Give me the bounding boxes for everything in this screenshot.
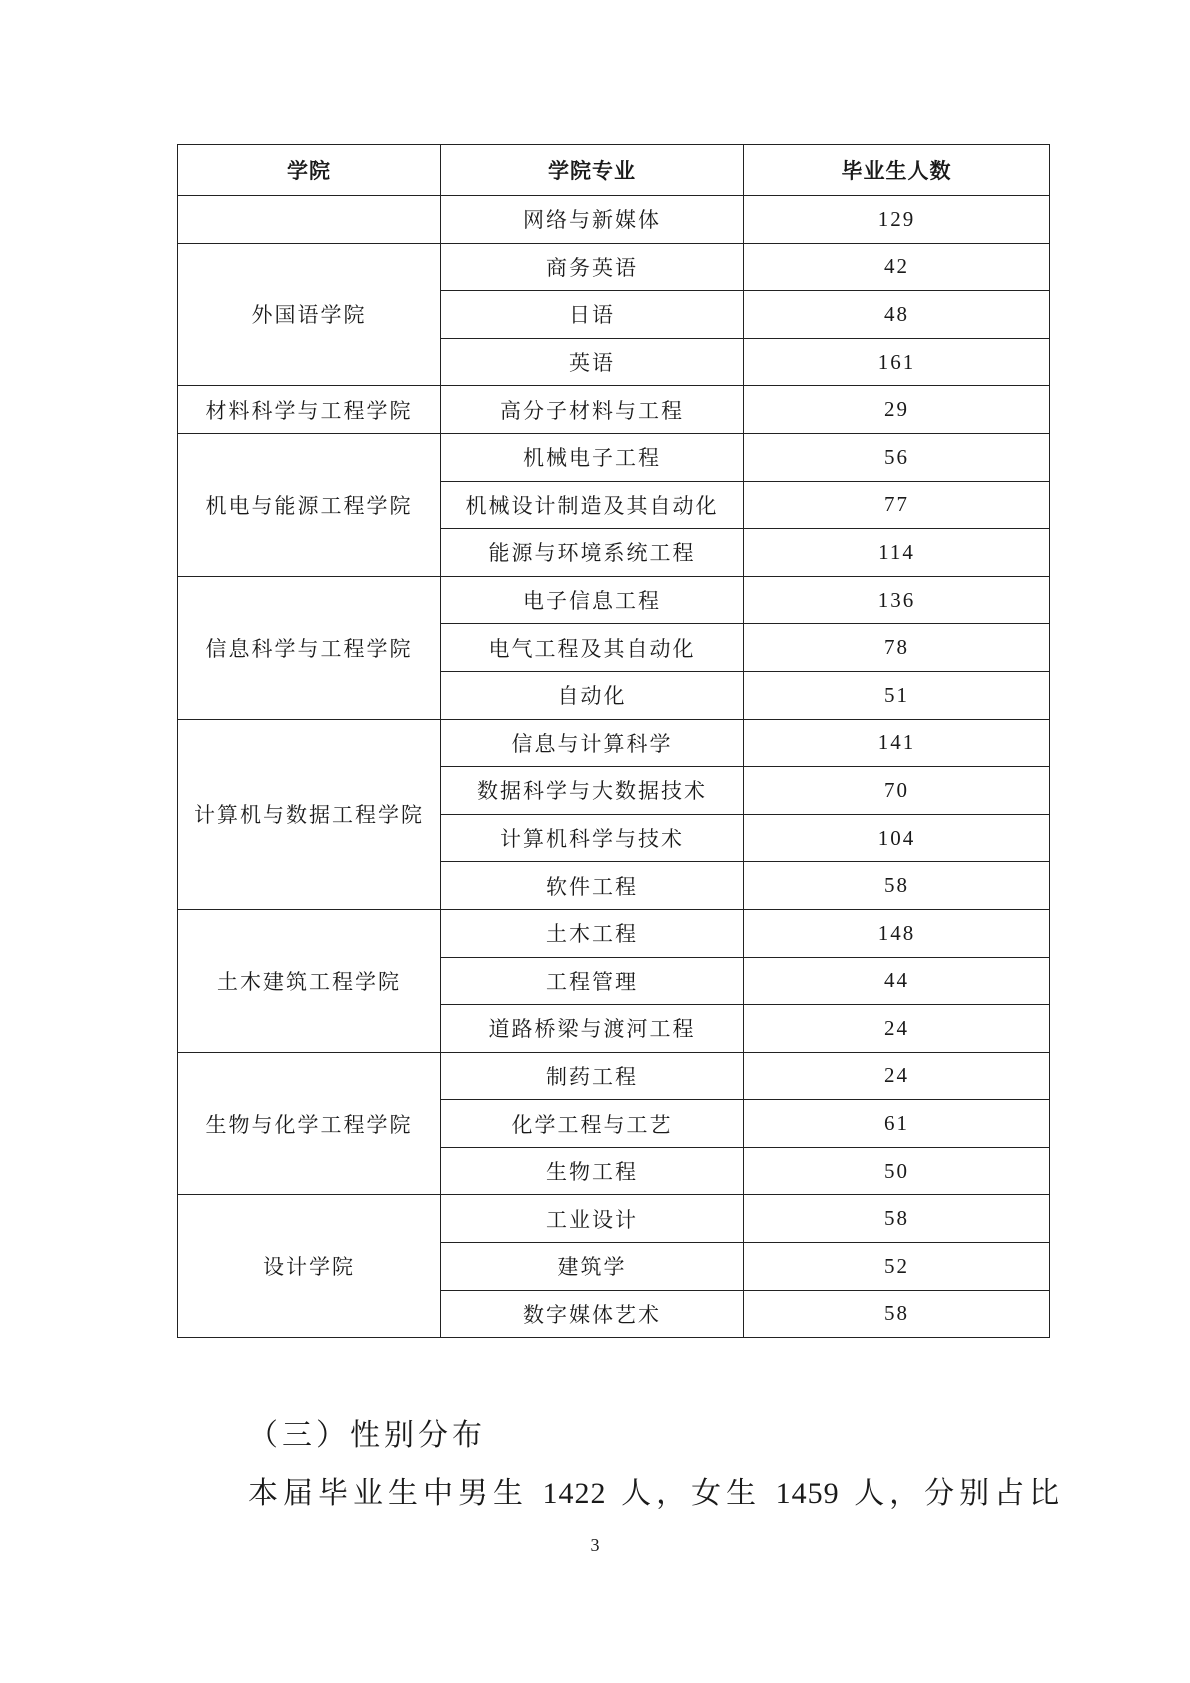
graduates-table	[177, 144, 1050, 1338]
count-cell: 58	[744, 1290, 1050, 1338]
table-row	[178, 719, 1050, 767]
college-cell: 材料科学与工程学院	[178, 386, 441, 434]
major-cell: 生物工程	[441, 1147, 744, 1195]
header-count: 毕业生人数	[744, 145, 1050, 196]
count-cell: 24	[744, 1005, 1050, 1053]
count-cell: 129	[744, 196, 1050, 244]
major-cell: 网络与新媒体	[441, 196, 744, 244]
college-cell: 机电与能源工程学院	[178, 433, 441, 576]
major-cell: 日语	[441, 291, 744, 339]
major-cell: 信息与计算科学	[441, 719, 744, 767]
table-row	[178, 909, 1050, 957]
page-number: 3	[590, 1535, 600, 1555]
college-cell: 计算机与数据工程学院	[178, 719, 441, 909]
major-cell: 软件工程	[441, 862, 744, 910]
major-cell: 机械设计制造及其自动化	[441, 481, 744, 529]
para-text-2: 人，女生	[621, 1476, 762, 1511]
college-cell: 设计学院	[178, 1195, 441, 1338]
header-row	[178, 145, 1050, 196]
college-cell: 信息科学与工程学院	[178, 576, 441, 719]
header-major: 学院专业	[441, 145, 744, 196]
count-cell: 44	[744, 957, 1050, 1005]
count-cell: 56	[744, 433, 1050, 481]
major-cell: 土木工程	[441, 909, 744, 957]
female-count: 1459	[775, 1477, 840, 1510]
count-cell: 104	[744, 814, 1050, 862]
count-cell: 29	[744, 386, 1050, 434]
major-cell: 电气工程及其自动化	[441, 624, 744, 672]
college-cell: 生物与化学工程学院	[178, 1052, 441, 1195]
table-row	[178, 1195, 1050, 1243]
table-row	[178, 196, 1050, 244]
count-cell: 48	[744, 291, 1050, 339]
count-cell: 148	[744, 909, 1050, 957]
count-cell: 78	[744, 624, 1050, 672]
table-row	[178, 576, 1050, 624]
table-row	[178, 433, 1050, 481]
table-row	[178, 1052, 1050, 1100]
count-cell: 77	[744, 481, 1050, 529]
header-college: 学院	[178, 145, 441, 196]
count-cell: 161	[744, 338, 1050, 386]
section-heading: （三）性别分布	[248, 1418, 486, 1453]
major-cell: 电子信息工程	[441, 576, 744, 624]
gender-paragraph	[248, 1468, 1064, 1512]
count-cell: 42	[744, 243, 1050, 291]
major-cell: 化学工程与工艺	[441, 1100, 744, 1148]
count-cell: 52	[744, 1243, 1050, 1291]
count-cell: 51	[744, 671, 1050, 719]
major-cell: 制药工程	[441, 1052, 744, 1100]
major-cell: 道路桥梁与渡河工程	[441, 1005, 744, 1053]
count-cell: 114	[744, 529, 1050, 577]
count-cell: 70	[744, 767, 1050, 815]
major-cell: 能源与环境系统工程	[441, 529, 744, 577]
major-cell: 建筑学	[441, 1243, 744, 1291]
count-cell: 58	[744, 1195, 1050, 1243]
major-cell: 机械电子工程	[441, 433, 744, 481]
major-cell: 工程管理	[441, 957, 744, 1005]
count-cell: 58	[744, 862, 1050, 910]
count-cell: 141	[744, 719, 1050, 767]
college-cell: 外国语学院	[178, 243, 441, 386]
major-cell: 数据科学与大数据技术	[441, 767, 744, 815]
male-count: 1422	[542, 1477, 607, 1510]
count-cell: 24	[744, 1052, 1050, 1100]
major-cell: 工业设计	[441, 1195, 744, 1243]
major-cell: 计算机科学与技术	[441, 814, 744, 862]
table-row	[178, 243, 1050, 291]
major-cell: 数字媒体艺术	[441, 1290, 744, 1338]
para-text-3: 人，分别占比	[854, 1476, 1065, 1511]
major-cell: 自动化	[441, 671, 744, 719]
college-cell	[178, 196, 441, 244]
count-cell: 50	[744, 1147, 1050, 1195]
major-cell: 商务英语	[441, 243, 744, 291]
count-cell: 61	[744, 1100, 1050, 1148]
count-cell: 136	[744, 576, 1050, 624]
table-row	[178, 386, 1050, 434]
major-cell: 英语	[441, 338, 744, 386]
college-cell: 土木建筑工程学院	[178, 909, 441, 1052]
major-cell: 高分子材料与工程	[441, 386, 744, 434]
para-text-1: 本届毕业生中男生	[248, 1476, 528, 1511]
table-body	[178, 196, 1050, 1338]
